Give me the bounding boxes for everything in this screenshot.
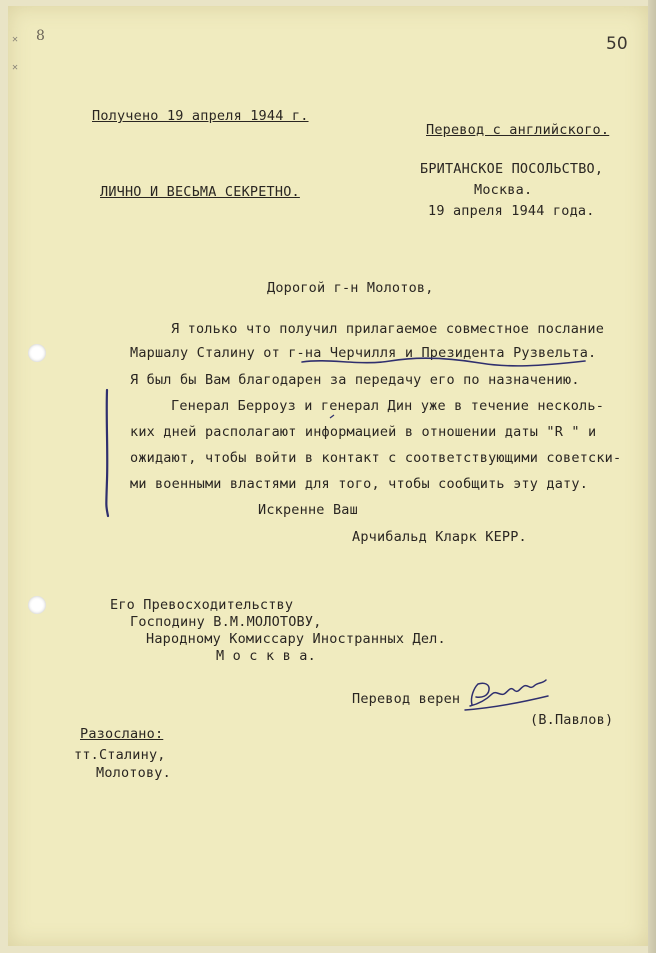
sender-org: БРИТАНСКОЕ ПОСОЛЬСТВО, (420, 161, 604, 177)
sender-date: 19 апреля 1944 года. (428, 203, 595, 219)
addressee-line: М о с к в а. (216, 648, 316, 664)
letter-body-line: Маршалу Сталину от г-на Черчилля и Президента Рузвельта. (130, 345, 597, 361)
edge-mark: ✕ (12, 34, 19, 45)
distribution-line: Молотову. (96, 765, 171, 781)
letter-body-line: Я был бы Вам благодарен за передачу его по назначению. (130, 372, 580, 388)
pen-tick (330, 415, 334, 418)
received-date: Получено 19 апреля 1944 г. (92, 108, 309, 124)
letter-body-line: ожидают, чтобы войти в контакт с соответствующими советски- (130, 450, 622, 466)
certification-label: Перевод верен (352, 691, 461, 707)
salutation: Дорогой г-н Молотов, (267, 280, 434, 296)
letter-body-line: ких дней располагают информацией в отношении даты "R " и (130, 424, 597, 440)
letter-body-line: ми военными властями для того, чтобы сообщить эту дату. (130, 476, 589, 492)
classification: ЛИЧНО И ВЕСЬМА СЕКРЕТНО. (100, 184, 300, 200)
distribution-line: тт.Сталину, (74, 747, 166, 763)
pen-underline (302, 358, 585, 366)
letter-body-line: Генерал Берроуз и генерал Дин уже в течение несколь- (171, 398, 605, 414)
addressee-line: Господину В.М.МОЛОТОВУ, (130, 614, 322, 630)
letter-body-line: Я только что получил прилагаемое совместное послание (171, 321, 605, 337)
handwritten-signature (465, 680, 548, 710)
corner-note: 8 (36, 28, 45, 44)
sender-city: Москва. (474, 182, 533, 198)
translation-note: Перевод с английского. (426, 122, 610, 138)
addressee-line: Его Превосходительству (110, 597, 294, 613)
pen-margin-bar (106, 390, 108, 516)
translator-name: (В.Павлов) (530, 712, 614, 728)
distribution-label: Разослано: (80, 726, 164, 742)
closing: Искренне Ваш (258, 502, 358, 518)
page-number: 50 (606, 34, 628, 54)
edge-mark: ✕ (12, 62, 19, 73)
signatory: Арчибальд Кларк КЕРР. (352, 529, 527, 545)
addressee-line: Народному Комиссару Иностранных Дел. (146, 631, 446, 647)
